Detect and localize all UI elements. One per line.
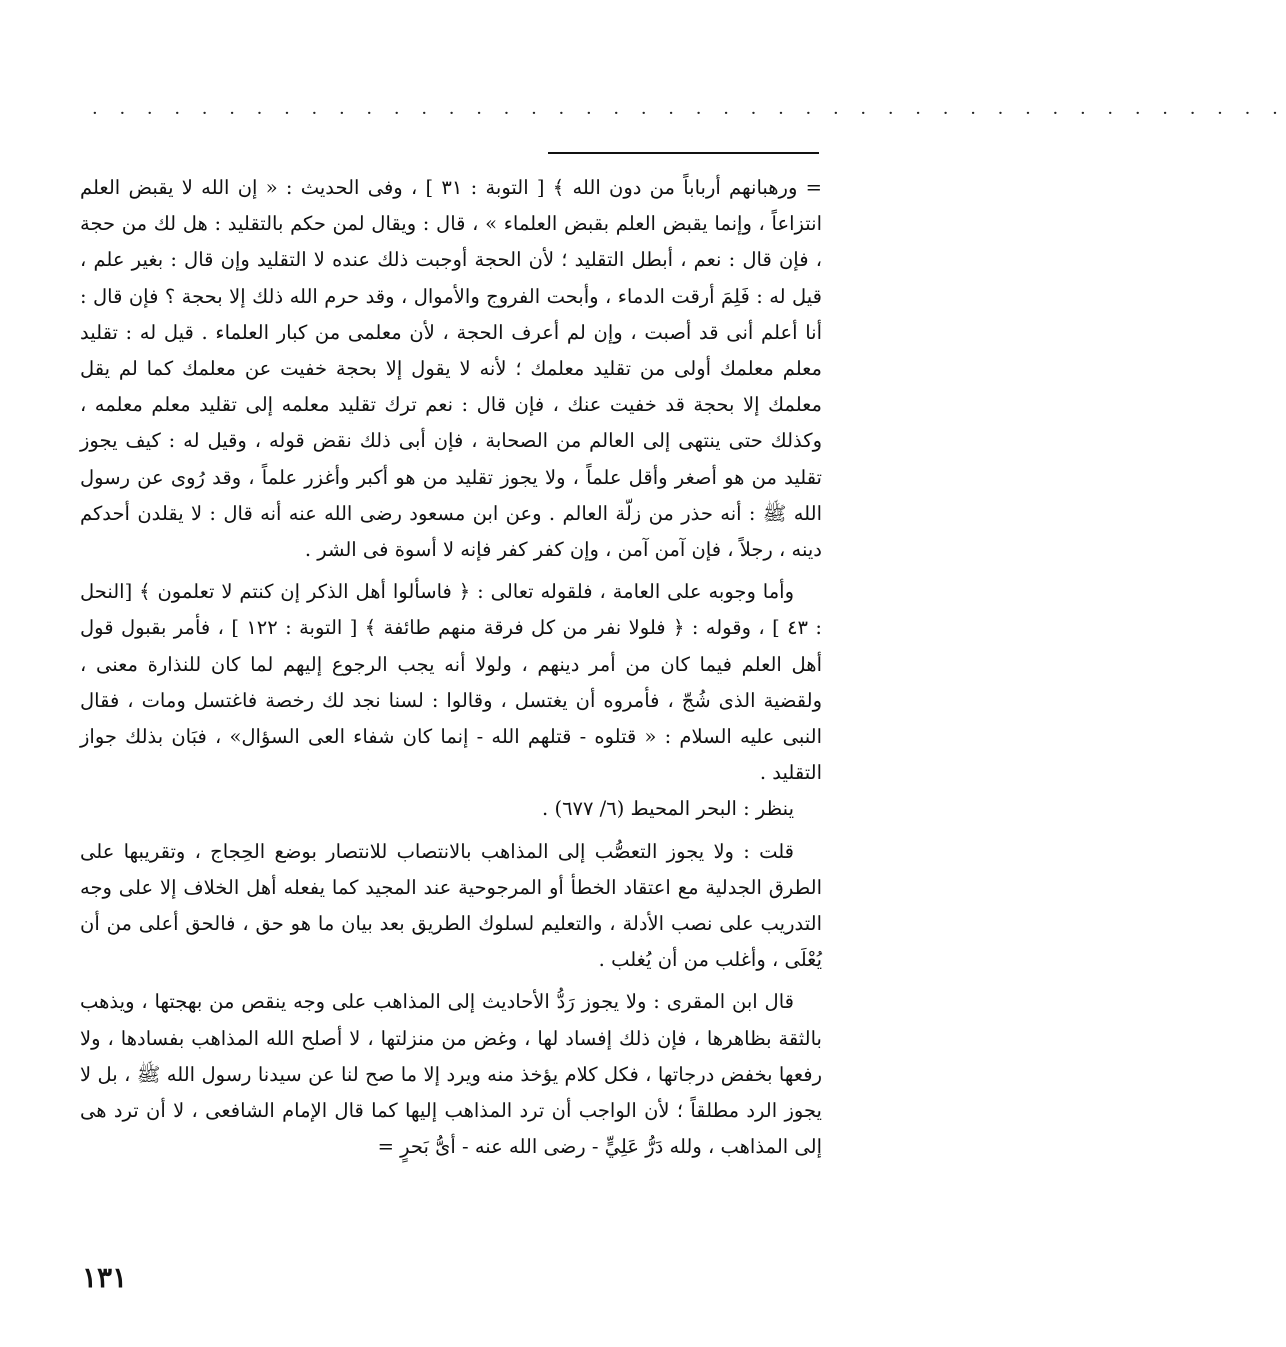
paragraph-2: وأما وجوبه على العامة ، فلقوله تعالى : ﴿ فاسألوا أهل الذكر إن كنتم لا تعلمون ﴾ [النحل : ٤٣ ] ، وقوله : ﴿ فلولا نفر من كل فرقة منهم طائفة ﴾ [ التوبة : ١٢٢ ] ، فأمر بقبول قول أهل العلم فيما كان من أمر دينهم ، ولولا أنه يجب الرجوع إليهم لما كان للنذارة معنى ، ولقضية الذى شُجّ ، فأمروه أن يغتسل ، وقالوا : لسنا نجد لك رخصة فاغتسل ومات ، فقال النبى عليه السلام : « قتلوه - قتلهم الله - إنما كان شفاء العى السؤال» ، فبَان بذلك جواز التقليد . <box>80 580 822 785</box>
page-number: ١٣١ <box>82 1261 128 1294</box>
footnote-rule <box>548 152 819 154</box>
footnote-body <box>80 170 822 1165</box>
paragraph-3: قلت : ولا يجوز التعصُّب إلى المذاهب بالانتصاب للانتصار بوضع الحِجاج ، وتقريبها على الطرق الجدلية مع اعتقاد الخطأ أو المرجوحية عند المجيد كما يفعله أهل الخلاف إلا على وجه التدريب على نصب الأدلة ، والتعليم لسلوك الطريق بعد بيان ما هو حق ، فالحق أعلى من أن يُعْلَى ، وأغلب من أن يُغلب . <box>80 839 822 972</box>
paragraph-4: قال ابن المقرى : ولا يجوز رَدُّ الأحاديث إلى المذاهب على وجه ينقص من بهجتها ، ويذهب بالثقة بظاهرها ، فإن ذلك إفساد لها ، وغض من منزلتها ، لا أصلح الله المذاهب بفسادها ، ولا رفعها بخفض درجاتها ، فكل كلام يؤخذ منه ويرد إلا ما صح لنا عن سيدنا رسول الله ﷺ ، بل لا يجوز الرد مطلقاً ؛ لأن الواجب أن ترد المذاهب إليها كما قال الإمام الشافعى ، لا أن ترد هى إلى المذاهب ، ولله دَرُّ عَلِيٍّ - رضى الله عنه - أىُّ بَحرٍ = <box>80 990 822 1159</box>
separator-dots: · · · · · · · · · · · · · · · · · · · · · · · · · · · · · · · · · · · · · · · · · · · · <box>92 103 1286 124</box>
paragraph-1: = ورهبانهم أرباباً من دون الله ﴾ [ التوبة : ٣١ ] ، وفى الحديث : « إن الله لا يقبض العلم انتزاعاً ، وإنما يقبض العلم بقبض العلماء » ، قال : ويقال لمن حكم بالتقليد : هل لك من حجة ، فإن قال : نعم ، أبطل التقليد ؛ لأن الحجة أوجبت ذلك عنده لا التقليد وإن قال : بغير علم ، قيل له : فَلِمَ أرقت الدماء ، وأبحت الفروج والأموال ، وقد حرم الله ذلك إلا بحجة ؟ فإن قال : أنا أعلم أنى قد أصبت ، وإن لم أعرف الحجة ، لأن معلمى من كبار العلماء . قيل له : تقليد معلم معلمك أولى من تقليد معلمك ؛ لأنه لا يقول إلا بحجة خفيت عن معلمك كما لم يقل معلمك إلا بحجة قد خفيت عنك ، فإن قال : نعم ترك تقليد معلمه إلى تقليد معلم معلمه ، وكذلك حتى ينتهى إلى العالم من الصحابة ، فإن أبى ذلك نقض قوله ، وقيل له : كيف يجوز تقليد من هو أصغر وأقل علماً ، ولا يجوز تقليد من هو أكبر وأغزر علماً ، وقد رُوى عن رسول الله ﷺ : أنه حذر من زلّة العالم . وعن ابن مسعود رضى الله عنه أنه قال : لا يقلدن أحدكم دينه ، رجلاً ، فإن آمن آمن ، وإن كفر كفر فإنه لا أسوة فى الشر . <box>80 176 822 562</box>
reference-line: ينظر : البحر المحيط (٦/ ٦٧٧) . <box>542 797 794 821</box>
